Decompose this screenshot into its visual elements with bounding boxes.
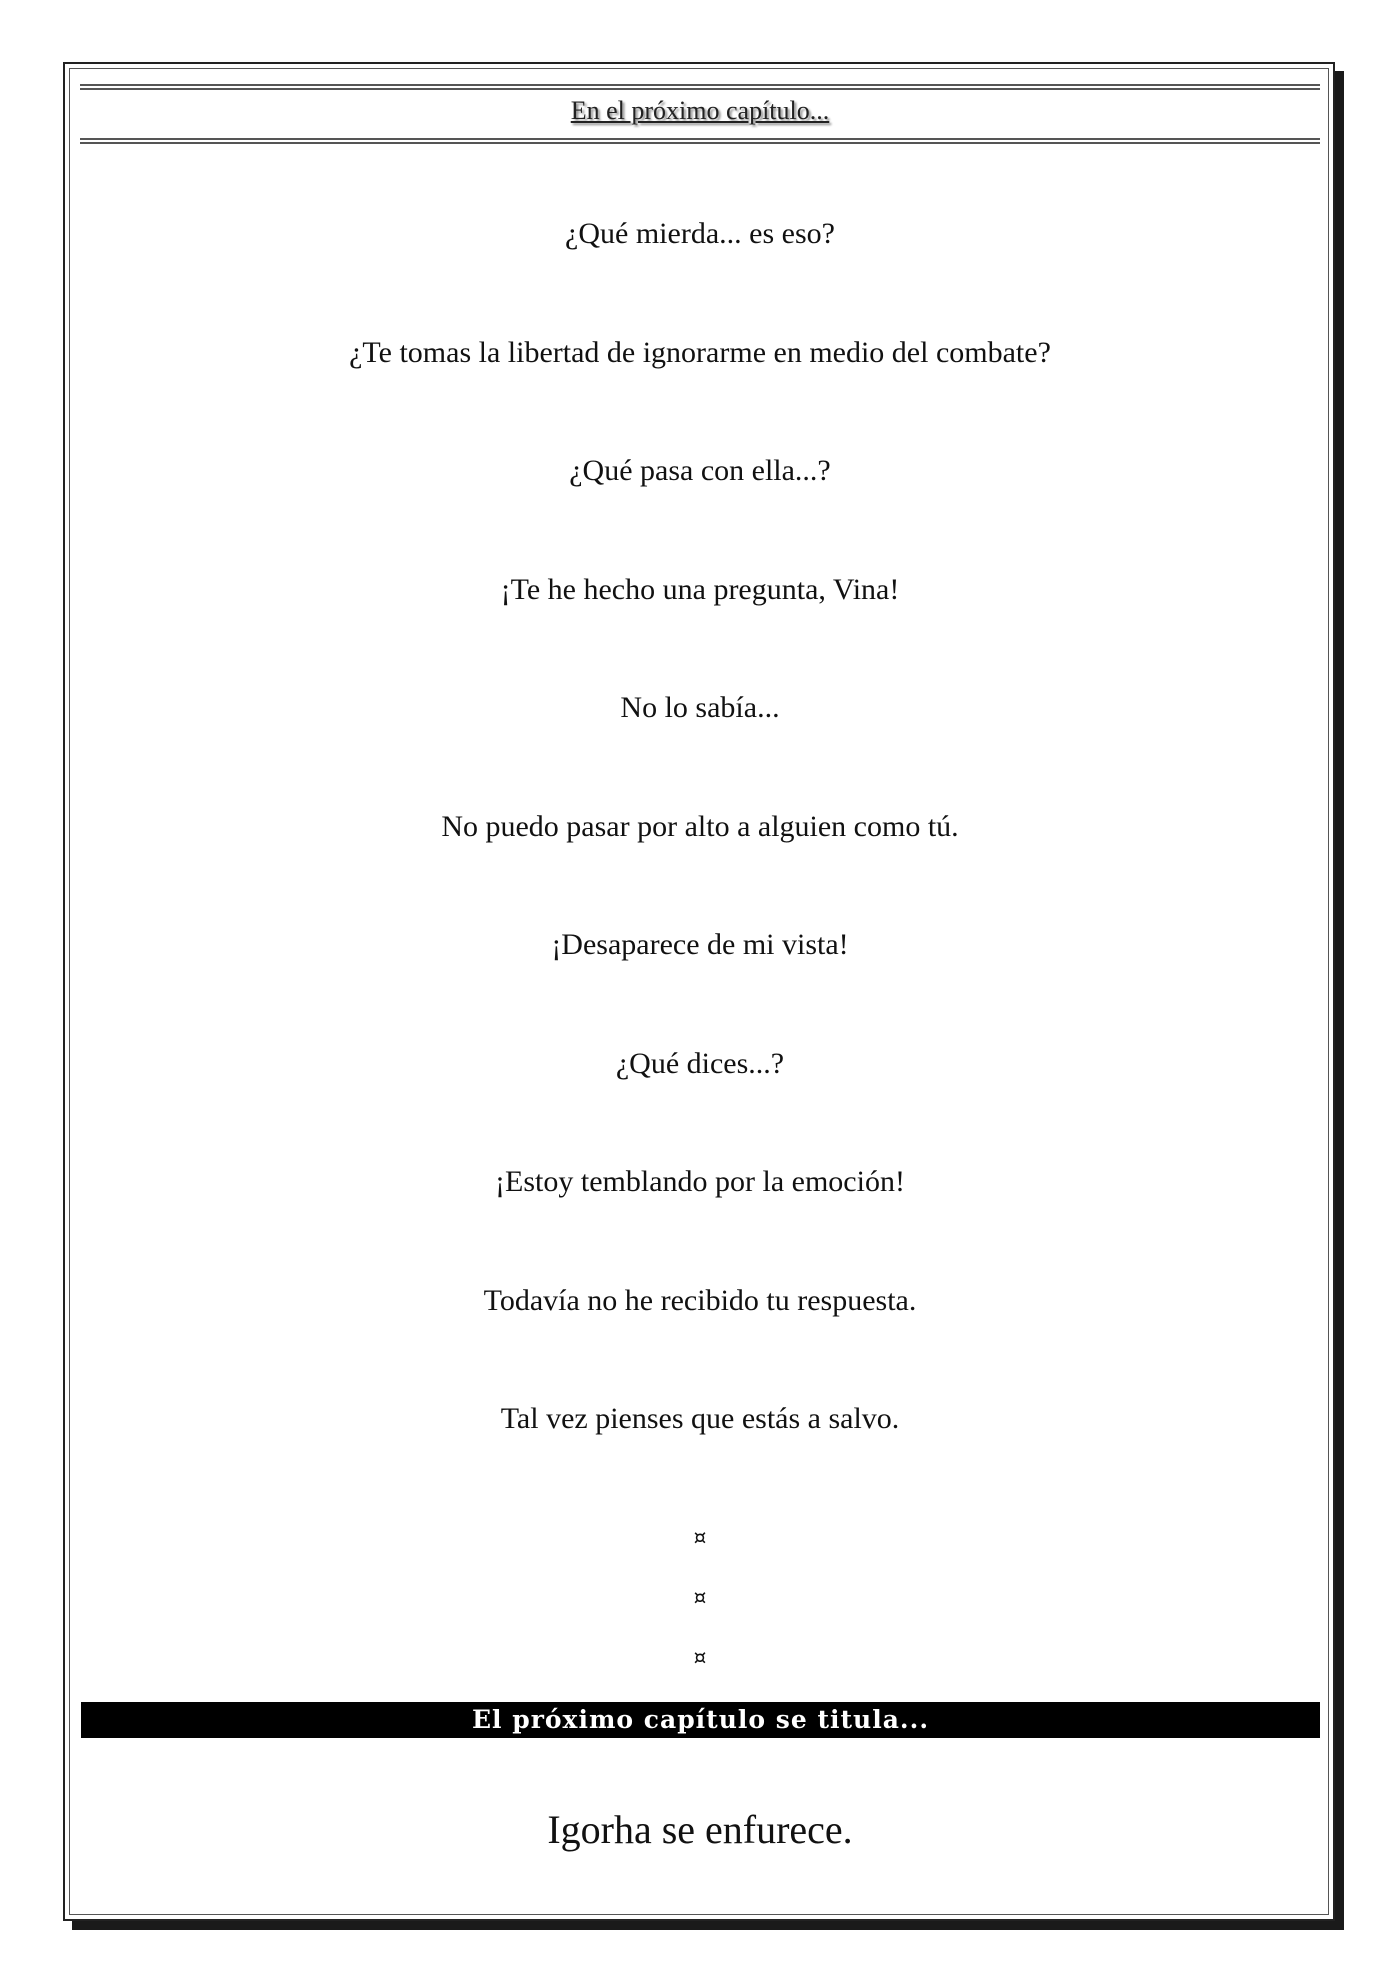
dialogue-line: ¡Estoy temblando por la emoción!	[495, 1165, 905, 1198]
ornament-divider	[80, 1522, 1320, 1702]
dialogue-line: ¡Desaparece de mi vista!	[551, 928, 849, 961]
dialogue-line: Tal vez pienses que estás a salvo.	[500, 1402, 900, 1435]
dialogue-line: ¿Qué pasa con ella...?	[569, 454, 831, 487]
dialogue-line: Todavía no he recibido tu respuesta.	[483, 1283, 917, 1317]
header-band	[80, 84, 1320, 144]
dialogue-line: ¿Qué mierda... es eso?	[565, 217, 835, 250]
next-chapter-bar: El próximo capítulo se titula...	[81, 1702, 1320, 1738]
dialogue-line: ¿Te tomas la libertad de ignorarme en medio del combate?	[349, 335, 1051, 369]
ornament-icon: ¤	[693, 1645, 707, 1669]
ornament-icon: ¤	[693, 1585, 707, 1609]
dialogue-line: No lo sabía...	[620, 691, 780, 724]
header-title: En el próximo capítulo...	[570, 96, 830, 125]
dialogue-list	[80, 210, 1320, 1514]
ornament-icon: ¤	[693, 1525, 707, 1549]
next-chapter-title: Igorha se enfurece.	[547, 1807, 853, 1852]
dialogue-line: ¿Qué dices...?	[615, 1046, 785, 1080]
header-rule-bottom	[80, 138, 1320, 144]
dialogue-line: No puedo pasar por alto a alguien como tú.	[441, 809, 959, 843]
header-rule-top	[80, 84, 1320, 90]
dialogue-line: ¡Te he hecho una pregunta, Vina!	[500, 572, 900, 606]
